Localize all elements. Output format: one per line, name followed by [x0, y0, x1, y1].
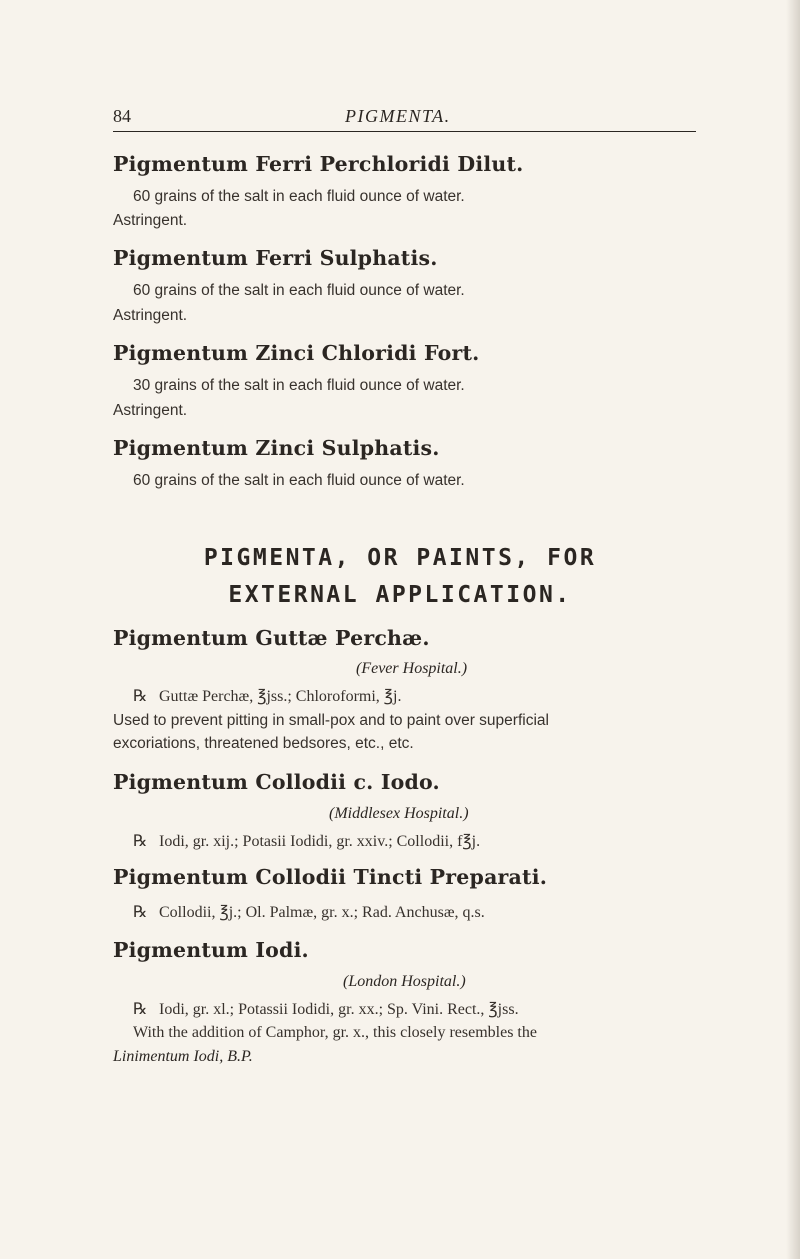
- entry-title: Pigmentum Ferri Perchloridi Dilut.: [113, 152, 524, 176]
- entry-title: Pigmentum Zinci Sulphatis.: [113, 436, 440, 460]
- usage-note: excoriations, threatened bedsores, etc., etc.: [113, 735, 414, 752]
- entry-line: Astringent.: [113, 212, 188, 229]
- prescription: [133, 902, 485, 922]
- prescription: [133, 999, 519, 1019]
- entry-title: Pigmentum Iodi.: [113, 938, 309, 962]
- entry-line: 60 grains of the salt in each fluid ounce of water.: [133, 282, 465, 299]
- prescription-text: Iodi, gr. xl.; Potassii Iodidi, gr. xx.; Sp. Vini. Rect., ℥jss.: [159, 1001, 519, 1018]
- prescription-text: Guttæ Perchæ, ℥jss.; Chloroformi, ℥j.: [159, 688, 402, 705]
- entry-line: Astringent.: [113, 402, 188, 419]
- entry-line: 60 grains of the salt in each fluid ounce of water.: [133, 472, 465, 489]
- prescription: [133, 831, 480, 851]
- entry-line: Astringent.: [113, 307, 188, 324]
- entry-line: 60 grains of the salt in each fluid ounce of water.: [133, 188, 465, 205]
- section-heading-line-1: PIGMENTA, OR PAINTS, FOR: [203, 545, 597, 571]
- entry-title: Pigmentum Zinci Chloridi Fort.: [113, 341, 480, 365]
- section-heading-line-2: EXTERNAL APPLICATION.: [228, 582, 572, 608]
- recipe-symbol: ℞: [133, 831, 148, 850]
- usage-note: With the addition of Camphor, gr. x., this closely resembles the: [133, 1024, 537, 1041]
- entry-line: 30 grains of the salt in each fluid ounce of water.: [133, 377, 465, 394]
- usage-note-reference: Linimentum Iodi, B.P.: [113, 1048, 253, 1065]
- recipe-symbol: ℞: [133, 999, 148, 1018]
- recipe-symbol: ℞: [133, 686, 148, 705]
- entry-title: Pigmentum Ferri Sulphatis.: [113, 246, 438, 270]
- hospital-citation: (London Hospital.): [343, 973, 466, 990]
- header-rule: [113, 131, 696, 132]
- entry-title: Pigmentum Collodii Tincti Preparati.: [113, 865, 548, 889]
- page-header: [113, 106, 696, 132]
- hospital-citation: (Fever Hospital.): [356, 660, 468, 677]
- running-title: PIGMENTA.: [345, 106, 451, 126]
- page-edge-shadow: [786, 0, 800, 1259]
- entry-title: Pigmentum Guttæ Perchæ.: [113, 626, 430, 650]
- prescription-text: Iodi, gr. xij.; Potasii Iodidi, gr. xxiv.; Collodii, f℥j.: [159, 833, 481, 850]
- page-number: 84: [113, 106, 131, 126]
- hospital-citation: (Middlesex Hospital.): [329, 805, 469, 822]
- entry-title: Pigmentum Collodii c. Iodo.: [113, 770, 440, 794]
- recipe-symbol: ℞: [133, 902, 148, 921]
- usage-note: Used to prevent pitting in small-pox and to paint over superficial: [113, 712, 549, 729]
- prescription: [133, 686, 401, 706]
- prescription-text: Collodii, ℥j.; Ol. Palmæ, gr. x.; Rad. Anchusæ, q.s.: [159, 904, 485, 921]
